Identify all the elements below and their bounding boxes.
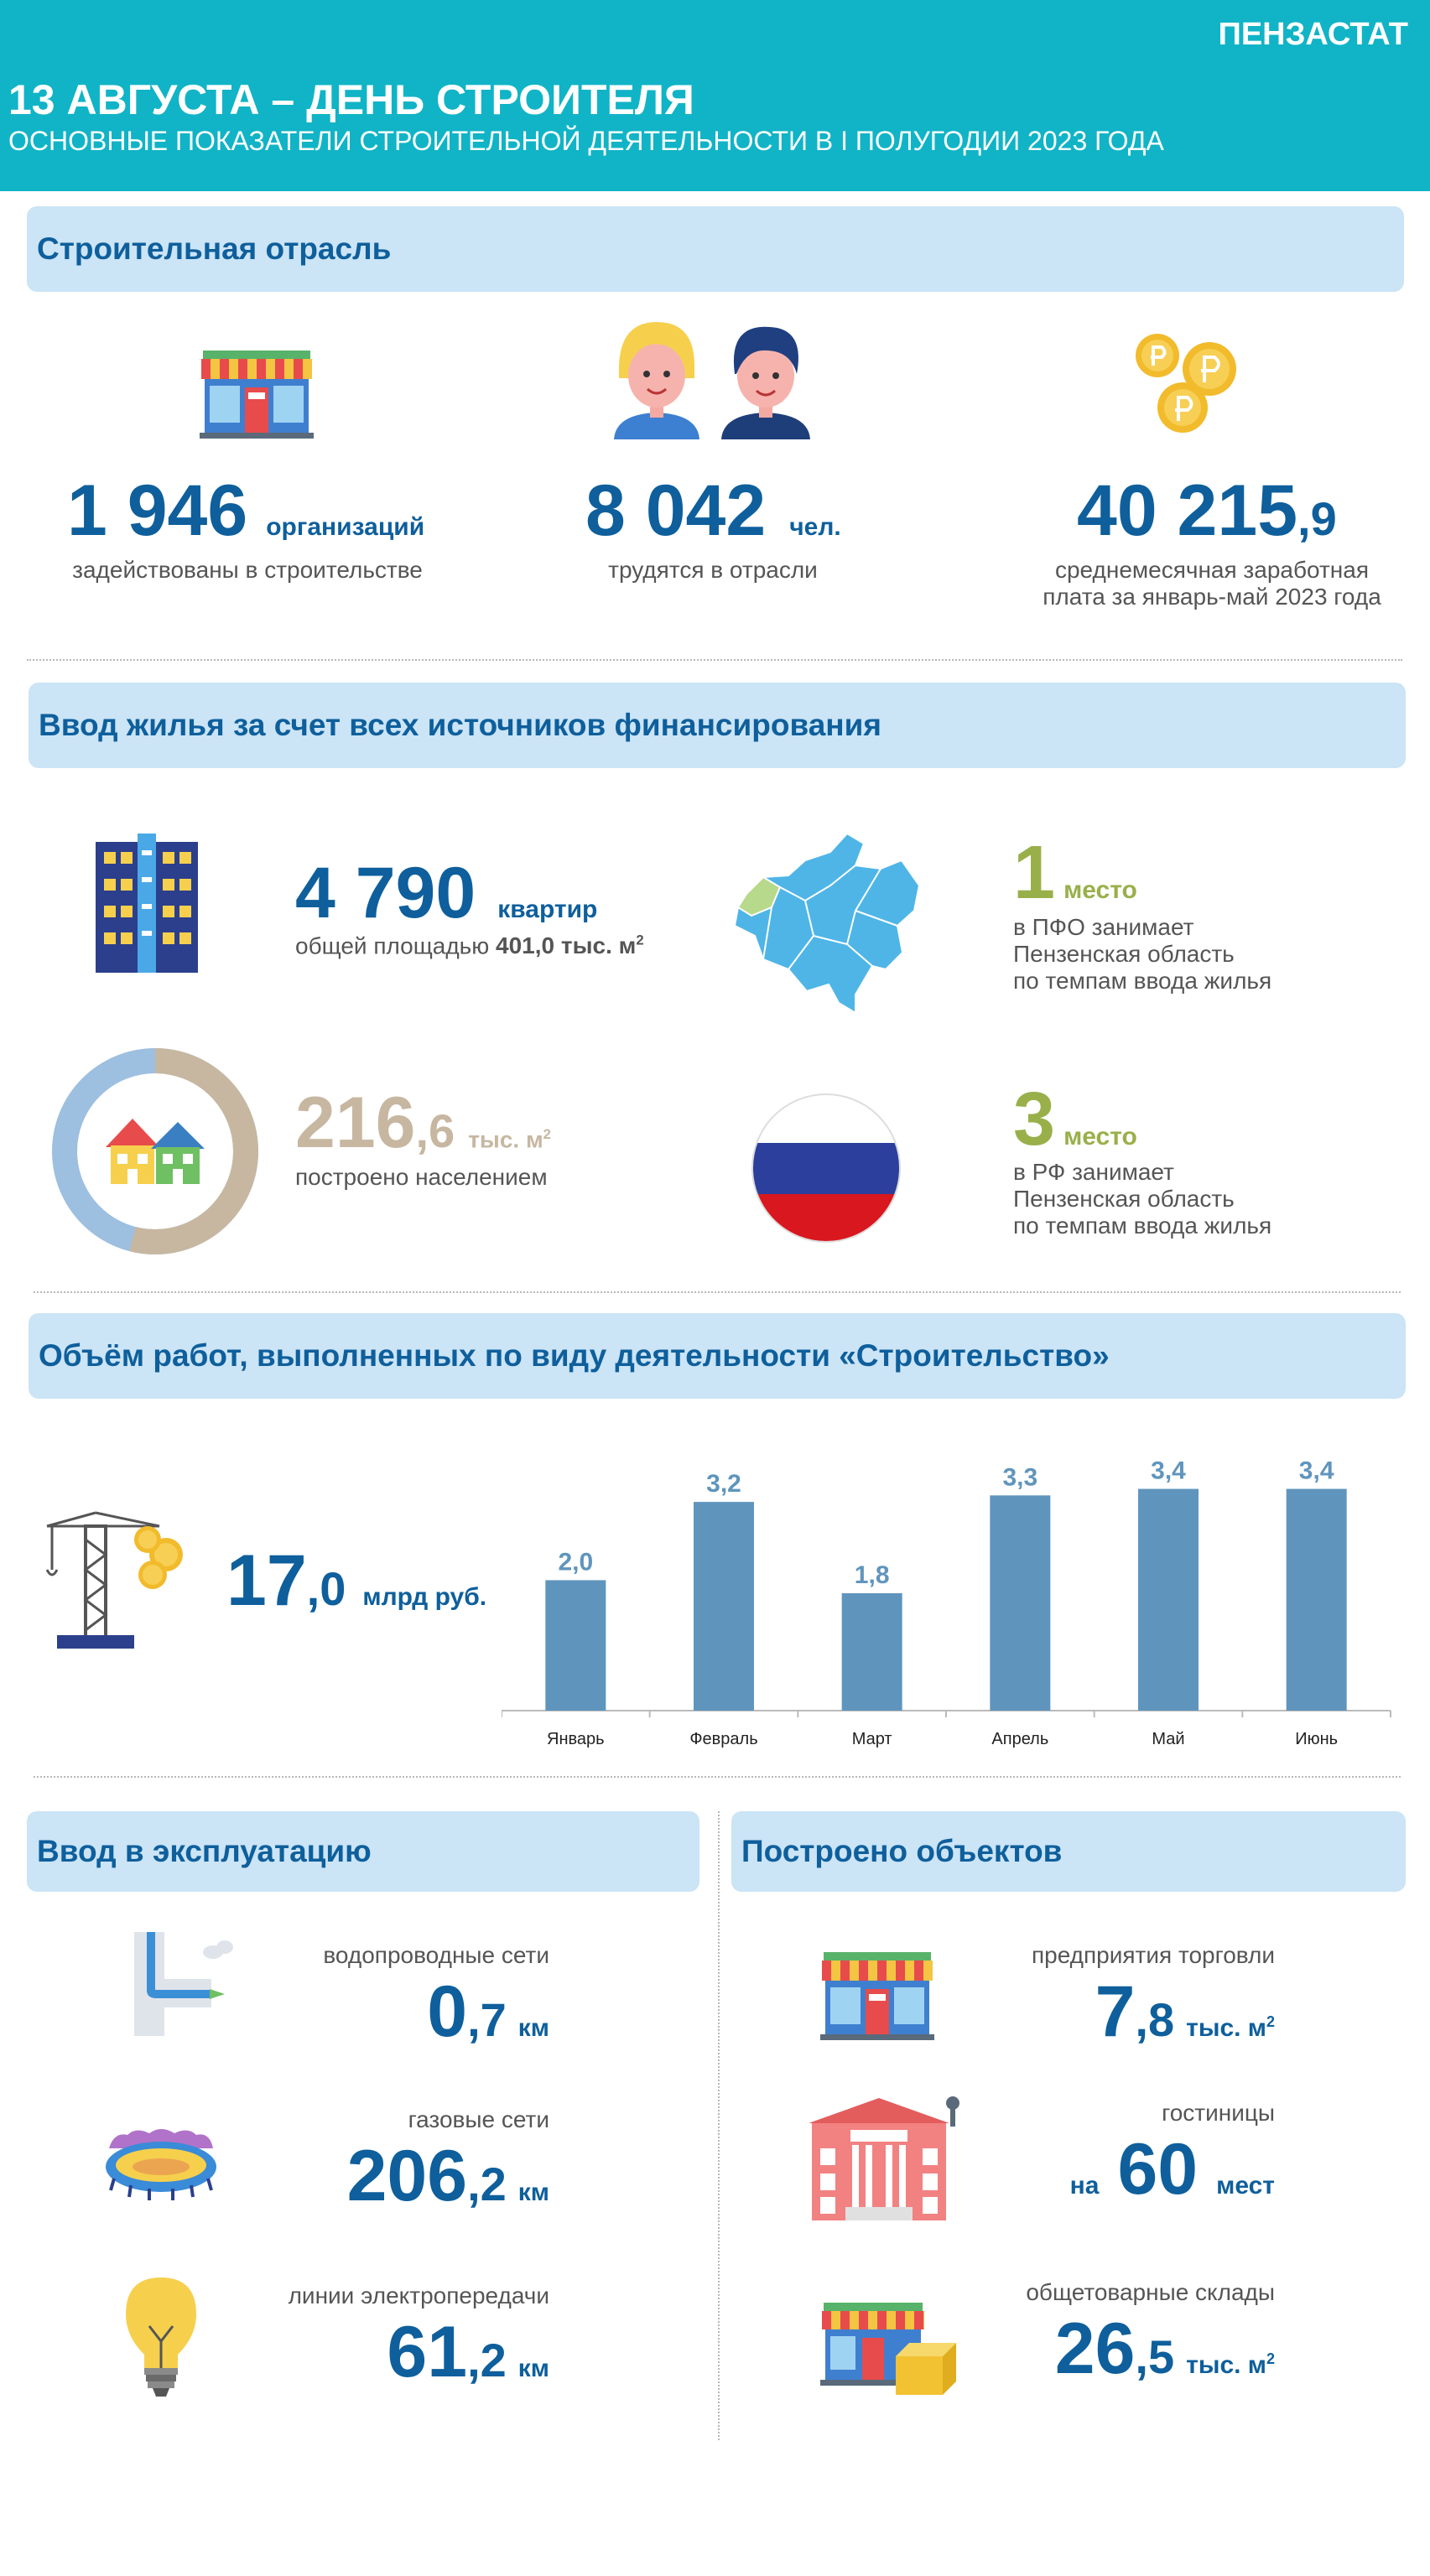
hotels-unit: мест bbox=[1216, 2172, 1275, 2199]
header-banner bbox=[0, 0, 1430, 191]
gas-stat bbox=[319, 2135, 549, 2216]
trade-unit-sup: 2 bbox=[1266, 2013, 1275, 2030]
population-value-int: 216 bbox=[295, 1083, 416, 1163]
rank-pfo-caption bbox=[1013, 914, 1382, 995]
brand-name: ПЕНЗАСТАТ bbox=[1218, 17, 1408, 52]
chart-bar bbox=[1287, 1489, 1347, 1711]
rank-rf-stat bbox=[1013, 1077, 1265, 1161]
page-title: 13 АВГУСТА – ДЕНЬ СТРОИТЕЛЯ bbox=[8, 76, 694, 123]
works-total-stat bbox=[226, 1540, 512, 1621]
warehouses-unit bbox=[1186, 2350, 1275, 2380]
apartments-area bbox=[496, 932, 644, 958]
coins-icon bbox=[1132, 330, 1243, 434]
rank-rf-line1: в РФ занимает bbox=[1013, 1159, 1174, 1185]
apartments-area-value: 401,0 тыс. м bbox=[496, 932, 637, 959]
water-pipe-icon bbox=[126, 1929, 235, 2039]
rank-rf-line3: по темпам ввода жилья bbox=[1013, 1213, 1272, 1239]
gas-label: газовые сети bbox=[408, 2106, 549, 2132]
divider bbox=[34, 1776, 1401, 1778]
chart-data-label: 1,8 bbox=[854, 1561, 890, 1589]
salary-caption bbox=[1006, 557, 1417, 610]
section-built-heading: Построено объектов bbox=[731, 1811, 1406, 1892]
trade-unit bbox=[1186, 2013, 1275, 2043]
power-label: линии электропередачи bbox=[288, 2283, 549, 2309]
workers-unit: чел. bbox=[789, 513, 841, 541]
section-works-heading: Объём работ, выполненных по виду деятельности «Строительство» bbox=[29, 1313, 1406, 1399]
workers-caption: трудятся в отрасли bbox=[608, 557, 818, 583]
works-total-dec: ,0 bbox=[306, 1562, 346, 1615]
power-stat bbox=[319, 2311, 549, 2392]
rank-pfo-line2: Пензенская область bbox=[1013, 941, 1235, 968]
page-subtitle: ОСНОВНЫЕ ПОКАЗАТЕЛИ СТРОИТЕЛЬНОЙ ДЕЯТЕЛЬНОСТИ В I ПОЛУГОДИИ 2023 ГОДА bbox=[8, 126, 1164, 156]
rank-pfo-unit: место bbox=[1063, 876, 1137, 904]
chart-category-label: Май bbox=[1152, 1730, 1185, 1748]
works-total-unit: млрд руб. bbox=[362, 1583, 487, 1611]
warehouses-stat bbox=[990, 2308, 1275, 2389]
power-int: 61 bbox=[387, 2312, 468, 2392]
trade-stat bbox=[1006, 1971, 1275, 2052]
population-caption: построено населением bbox=[295, 1164, 548, 1190]
orgs-unit: организаций bbox=[266, 513, 425, 541]
salary-stat bbox=[1077, 470, 1362, 551]
population-stat bbox=[295, 1082, 647, 1163]
divider bbox=[34, 1291, 1401, 1293]
population-unit-sup: 2 bbox=[543, 1125, 552, 1142]
salary-caption-line2: плата за январь-май 2023 года bbox=[1043, 584, 1381, 610]
salary-caption-line1: среднемесячная заработная bbox=[1054, 557, 1370, 583]
workers-value: 8 042 bbox=[585, 470, 767, 551]
apartments-caption bbox=[295, 932, 765, 960]
workers-stat bbox=[585, 470, 862, 551]
apartments-caption-prefix: общей площадью bbox=[295, 932, 497, 959]
chart-data-label: 2,0 bbox=[558, 1548, 594, 1576]
warehouses-dec: ,5 bbox=[1135, 2330, 1175, 2383]
rank-rf-value: 3 bbox=[1013, 1078, 1056, 1161]
rank-pfo-line1: в ПФО занимает bbox=[1013, 914, 1194, 940]
hotels-label: гостиницы bbox=[1162, 2100, 1275, 2126]
pfo-map-icon bbox=[730, 827, 923, 1015]
chart-data-label: 3,4 bbox=[1298, 1457, 1334, 1485]
power-dec: ,2 bbox=[467, 2334, 507, 2386]
apartments-unit: квартир bbox=[497, 896, 598, 923]
monthly-works-bar-chart bbox=[502, 1426, 1399, 1761]
trade-int: 7 bbox=[1095, 1971, 1136, 2052]
apartments-value: 4 790 bbox=[295, 853, 476, 933]
workers-icon bbox=[611, 315, 812, 439]
warehouses-unit-text: тыс. м bbox=[1186, 2351, 1266, 2379]
warehouses-int: 26 bbox=[1054, 2309, 1136, 2389]
rank-rf-unit: место bbox=[1063, 1123, 1137, 1150]
population-unit-text: тыс. м bbox=[468, 1126, 543, 1152]
chart-bar bbox=[990, 1495, 1050, 1711]
rank-pfo-line3: по темпам ввода жилья bbox=[1013, 968, 1272, 995]
hotels-stat bbox=[1006, 2128, 1275, 2210]
warehouses-unit-sup: 2 bbox=[1266, 2350, 1275, 2367]
chart-category-label: Февраль bbox=[689, 1730, 758, 1748]
chart-category-label: Июнь bbox=[1295, 1730, 1339, 1748]
water-unit: км bbox=[517, 2014, 549, 2042]
shop-icon bbox=[198, 344, 315, 440]
rank-pfo-value: 1 bbox=[1013, 831, 1056, 915]
hotels-value: 60 bbox=[1117, 2129, 1199, 2210]
rank-rf-caption bbox=[1013, 1159, 1382, 1240]
apartments-area-sup: 2 bbox=[636, 932, 644, 948]
section-industry-heading: Строительная отрасль bbox=[27, 206, 1404, 292]
hotels-prefix: на bbox=[1069, 2172, 1100, 2199]
power-unit: км bbox=[517, 2355, 549, 2382]
hotel-icon bbox=[805, 2093, 966, 2224]
divider bbox=[27, 659, 1402, 661]
population-value-dec: ,6 bbox=[415, 1104, 455, 1157]
warehouses-label: общетоварные склады bbox=[1026, 2279, 1275, 2305]
chart-category-label: Апрель bbox=[991, 1730, 1049, 1748]
trade-unit-text: тыс. м bbox=[1186, 2014, 1266, 2042]
orgs-value: 1 946 bbox=[67, 470, 248, 551]
orgs-caption: задействованы в строительстве bbox=[72, 557, 423, 583]
section-housing-heading: Ввод жилья за счет всех источников финансирования bbox=[29, 683, 1406, 768]
light-bulb-icon bbox=[122, 2274, 200, 2400]
population-unit bbox=[468, 1126, 551, 1153]
rank-rf-line2: Пензенская область bbox=[1013, 1186, 1235, 1213]
chart-bar bbox=[1138, 1489, 1199, 1711]
apartments-stat bbox=[295, 852, 647, 933]
russia-flag-icon bbox=[750, 1092, 902, 1244]
crane-icon bbox=[42, 1509, 193, 1654]
salary-value-int: 40 215 bbox=[1077, 470, 1298, 551]
chart-data-label: 3,4 bbox=[1151, 1457, 1186, 1485]
chart-category-label: Март bbox=[851, 1730, 892, 1748]
works-total-int: 17 bbox=[226, 1540, 307, 1621]
water-dec: ,7 bbox=[467, 1993, 507, 2046]
gas-burner-icon bbox=[102, 2127, 220, 2202]
gas-int: 206 bbox=[346, 2136, 468, 2216]
gas-dec: ,2 bbox=[467, 2158, 507, 2210]
chart-data-label: 3,2 bbox=[706, 1470, 741, 1498]
chart-category-label: Январь bbox=[547, 1730, 605, 1748]
salary-value-dec: ,9 bbox=[1297, 492, 1337, 545]
population-donut-chart bbox=[50, 1046, 260, 1256]
water-int: 0 bbox=[427, 1971, 468, 2052]
trade-shop-icon bbox=[819, 1945, 936, 2042]
chart-bar bbox=[842, 1593, 902, 1711]
rank-pfo-stat bbox=[1013, 830, 1265, 915]
building-icon bbox=[96, 834, 198, 973]
trade-label: предприятия торговли bbox=[1031, 1942, 1275, 1968]
chart-bar bbox=[694, 1502, 754, 1711]
water-stat bbox=[335, 1971, 549, 2052]
warehouse-icon bbox=[819, 2296, 961, 2397]
column-divider bbox=[718, 1811, 720, 2440]
gas-unit: км bbox=[517, 2179, 549, 2206]
water-label: водопроводные сети bbox=[323, 1942, 549, 1968]
houses-icon bbox=[106, 1119, 205, 1184]
orgs-stat bbox=[67, 470, 461, 551]
chart-data-label: 3,3 bbox=[1002, 1463, 1038, 1492]
trade-dec: ,8 bbox=[1135, 1993, 1175, 2046]
chart-bar bbox=[545, 1580, 606, 1711]
section-commissioning-heading: Ввод в эксплуатацию bbox=[27, 1811, 699, 1892]
